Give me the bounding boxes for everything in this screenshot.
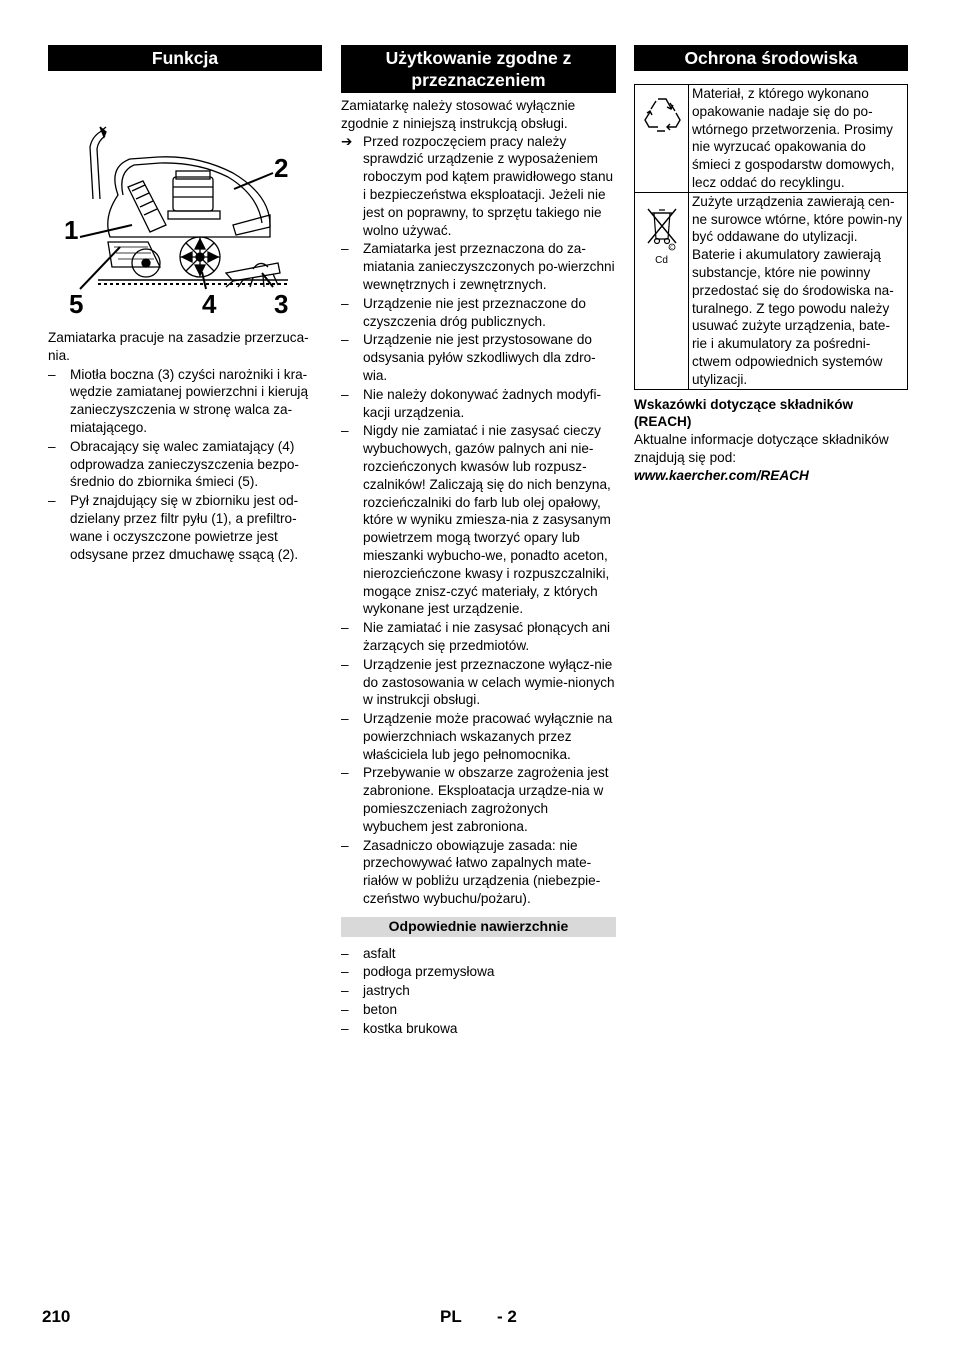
callout-2: 2 xyxy=(274,153,289,183)
list-item: – Zasadniczo obowiązuje zasada: nie przechowywać łatwo zapalnych mate-riałów w pobliżu urządzenia (niebezpie-czeństwo wybuchu/pożaru). xyxy=(341,837,616,908)
callout-4: 4 xyxy=(202,289,217,319)
reach-link[interactable]: www.kaercher.com/REACH xyxy=(634,467,809,483)
weee-icon-cell xyxy=(635,192,689,389)
reach-text: Aktualne informacje dotyczące składników znajdują się pod: xyxy=(634,432,889,465)
list-item: – Urządzenie może pracować wyłącznie na powierzchniach wskazanych przez właściciela lub jego pełnomocnika. xyxy=(341,710,616,763)
language-code: PL xyxy=(440,1307,462,1326)
environment-table xyxy=(634,84,908,390)
arrow-item xyxy=(341,133,616,240)
function-heading: Funkcja xyxy=(48,45,322,71)
cadmium-label: Cd xyxy=(655,254,668,266)
list-item: – Nie zamiatać i nie zasysać płonących ani żarzących się przedmiotów. xyxy=(341,619,616,655)
list-item: – Przebywanie w obszarze zagrożenia jest zabronione. Eksploatacja urządze-nia w pomieszczeniach zagrożonych wybuchem jest zabroniona. xyxy=(341,764,616,835)
intended-use-heading: Użytkowanie zgodne z przeznaczeniem xyxy=(341,45,616,93)
list-item: – Miotła boczna (3) czyści narożniki i kra-wędzie zamiatanej powierzchni i kierują zanieczyszczenia w stronę walca za-miatającego. xyxy=(48,366,322,437)
intended-use-list xyxy=(341,240,616,907)
arrow-icon: ➔ xyxy=(341,133,353,149)
surfaces-heading: Odpowiednie nawierzchnie xyxy=(341,917,616,937)
weee-text: Zużyte urządzenia zawierają cen-ne surowce wtórne, które powin-ny być oddawane do utylizacji. Baterie i akumulatory zawierają substancje, które nie powinny przedostać się do środowiska na-turalnego. Z tego powodu należy usuwać zużyte urządzenia, bate-rie i akumulatory za pośredni-ctwem odpowiednich systemów utylizacji. xyxy=(689,192,908,389)
list-item: – Nie należy dokonywać żadnych modyfi-kacji urządzenia. xyxy=(341,386,616,422)
list-item: – Urządzenie nie jest przystosowane do odsysania pyłów szkodliwych dla zdro-wia. xyxy=(341,331,616,384)
list-item: – asfalt xyxy=(341,945,616,963)
intended-use-intro: Zamiatarkę należy stosować wyłącznie zgodnie z niniejszą instrukcją obsługi. xyxy=(341,98,576,131)
svg-text:C: C xyxy=(669,244,673,250)
list-item: – Obracający się walec zamiatający (4) odprowadza zanieczyszczenia bezpo-średnio do zbiornika śmieci (5). xyxy=(48,438,322,491)
column-intended-use xyxy=(341,45,616,1038)
list-item: – Pył znajdujący się w zbiorniku jest od-dzielany przez filtr pyłu (1), a prefiltro-wane i oczyszczone powietrze jest odsysane przez dmuchawę ssącą (2). xyxy=(48,492,322,563)
arrow-item-text: Przed rozpoczęciem pracy należy sprawdzić urządzenie z wyposażeniem roboczym pod kątem prawidłowego stanu i bezpieczeństwa eksploatacji. Jeżeli nie jest on poprawny, to sprzętu takiego nie wolno używać. xyxy=(363,133,614,238)
function-intro: Zamiatarka pracuje na zasadzie przerzuca-nia. xyxy=(48,330,309,363)
recycle-icon-cell xyxy=(635,85,689,193)
recycle-icon xyxy=(640,93,684,137)
surfaces-list xyxy=(341,945,616,1038)
list-item: – podłoga przemysłowa xyxy=(341,963,616,981)
section-number: - 2 xyxy=(497,1307,517,1326)
list-item: – Urządzenie nie jest przeznaczone do czyszczenia dróg publicznych. xyxy=(341,295,616,331)
sweeper-diagram xyxy=(48,77,322,325)
list-item: – Zamiatarka jest przeznaczona do za-miatania zanieczyszczonych po-wierzchni wewnętrznych i zewnętrznych. xyxy=(341,240,616,293)
column-environment xyxy=(634,45,908,485)
table-row xyxy=(635,85,908,193)
callout-3: 3 xyxy=(274,289,289,319)
list-item: – Nigdy nie zamiatać i nie zasysać cieczy wybuchowych, gazów palnych ani nie-rozcieńczonych kwasów lub rozpusz-czalników! Zaliczają się do nich benzyna, rozcieńczalniki do farb lub olej opałowy, które w wyniku zmiesza-nia z zasysanym powietrzem mogą tworzyć opary lub mieszanki wybucho-we, ponadto aceton, nierozcieńczone kwasy i rozpuszczalniki, mogące znisz-czyć materiały, z których wykonane jest urządzenie. xyxy=(341,422,616,618)
callout-1: 1 xyxy=(64,215,79,245)
reach-heading: Wskazówki dotyczące składników (REACH) xyxy=(634,396,854,430)
list-item: – Urządzenie jest przeznaczone wyłącz-nie do zastosowania w celach wymie-nionych w instrukcji obsługi. xyxy=(341,656,616,709)
table-row xyxy=(635,192,908,389)
crossed-bin-icon xyxy=(642,201,682,259)
callout-5: 5 xyxy=(69,289,84,319)
environment-heading: Ochrona środowiska xyxy=(634,45,908,71)
list-item: – jastrych xyxy=(341,982,616,1000)
page-number: 210 xyxy=(42,1307,71,1326)
function-list xyxy=(48,366,322,564)
recycle-text: Materiał, z którego wykonano opakowanie nadaje się do po-wtórnego przetworzenia. Prosimy nie wyrzucać opakowania do śmieci z gospodarstw domowych, lecz oddać do recyklingu. xyxy=(689,85,908,193)
list-item: – kostka brukowa xyxy=(341,1020,616,1038)
column-function xyxy=(48,45,322,563)
sweeper-illustration xyxy=(48,77,322,325)
list-item: – beton xyxy=(341,1001,616,1019)
